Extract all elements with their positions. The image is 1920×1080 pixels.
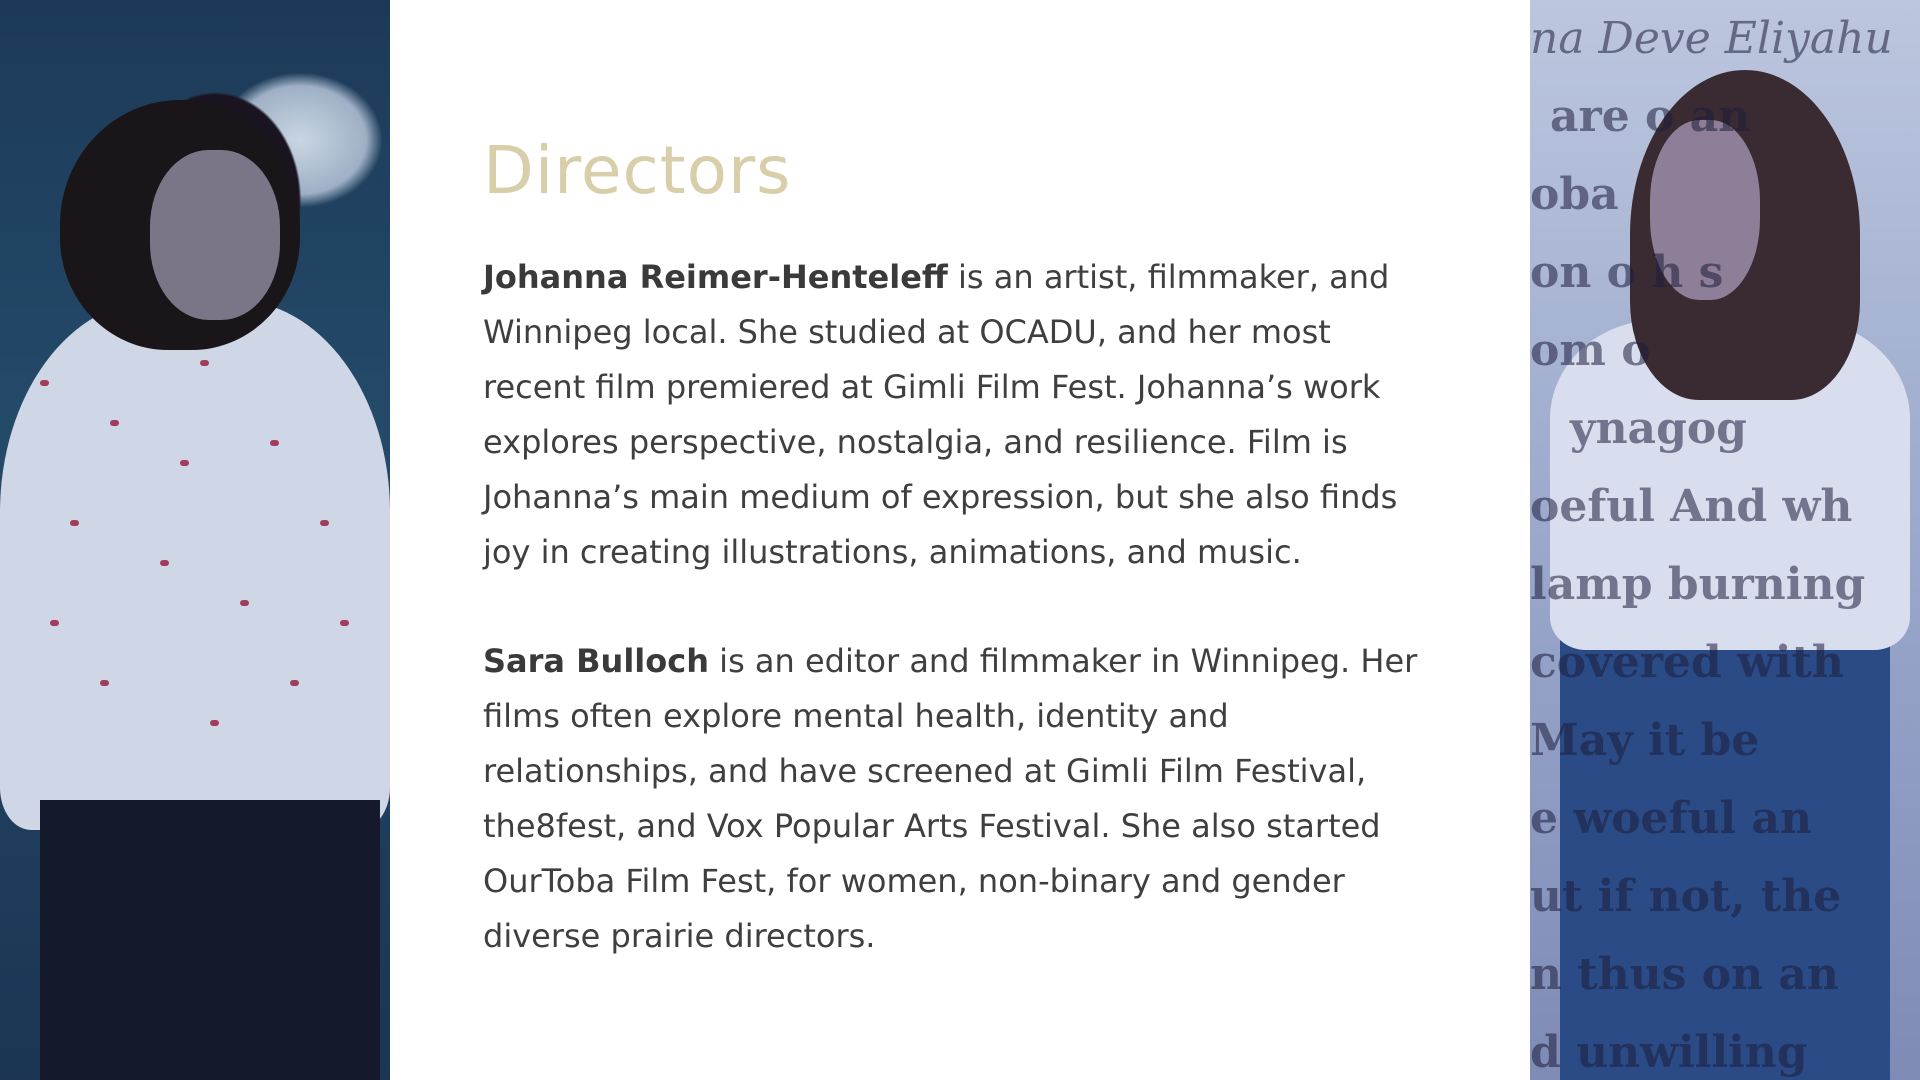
director-name: Sara Bulloch xyxy=(483,642,709,680)
shirt-dot xyxy=(50,620,59,626)
projected-line: oba xyxy=(1530,169,1619,220)
director-photo-left xyxy=(0,0,390,1080)
shirt-dot xyxy=(70,520,79,526)
director-name: Johanna Reimer-Henteleff xyxy=(483,258,948,296)
figure-pants xyxy=(40,800,380,1080)
shirt-dot xyxy=(180,460,189,466)
director-photo-right xyxy=(1530,0,1920,1080)
page-title: Directors xyxy=(483,132,792,209)
shirt-dot xyxy=(210,720,219,726)
director-bio-text: is an artist, filmmaker, and Winnipeg local. She studied at OCADU, and her most recent film premiered at Gimli Film Fest. Johanna’s work explores perspective, nostalgia, and resilience. Film is Johanna’s main medium of expression, but she also finds joy in creating illustrations, animations, and music. xyxy=(483,258,1398,571)
shirt-dot xyxy=(320,520,329,526)
director-bio-johanna xyxy=(483,250,1443,580)
shirt-dot xyxy=(270,440,279,446)
projected-line: om o xyxy=(1530,325,1651,376)
shirt-dot xyxy=(200,360,209,366)
projected-line: covered with xyxy=(1530,637,1844,688)
director-bio-sara xyxy=(483,634,1443,964)
projected-line: on o h s xyxy=(1530,247,1724,298)
shirt-dot xyxy=(110,420,119,426)
director-bio-text: is an editor and filmmaker in Winnipeg. Her films often explore mental health, identity and relationships, and have screened at Gimli Film Festival, the8fest, and Vox Popular Arts Festival. She also started OurToba Film Fest, for women, non-binary and gender diverse prairie directors. xyxy=(483,642,1418,955)
projected-line: ut if not, the xyxy=(1530,871,1842,922)
shirt-dot xyxy=(100,680,109,686)
shirt-dot xyxy=(290,680,299,686)
figure-shirt xyxy=(0,300,390,830)
projected-line: d unwilling xyxy=(1530,1027,1808,1078)
projected-line: e woeful an xyxy=(1530,793,1812,844)
projected-line: ynagog xyxy=(1570,403,1747,454)
projected-line: May it be xyxy=(1530,715,1760,766)
projected-line: are o an xyxy=(1550,91,1751,142)
projected-line: n thus on an xyxy=(1530,949,1839,1000)
figure-face xyxy=(150,150,280,320)
projected-line: lamp burning xyxy=(1530,559,1866,610)
shirt-dot xyxy=(240,600,249,606)
shirt-dot xyxy=(40,380,49,386)
shirt-dot xyxy=(340,620,349,626)
shirt-dot xyxy=(160,560,169,566)
projected-line: na Deve Eliyahu xyxy=(1530,13,1893,64)
projected-line: oeful And wh xyxy=(1530,481,1853,532)
projected-text xyxy=(1530,0,1920,1080)
